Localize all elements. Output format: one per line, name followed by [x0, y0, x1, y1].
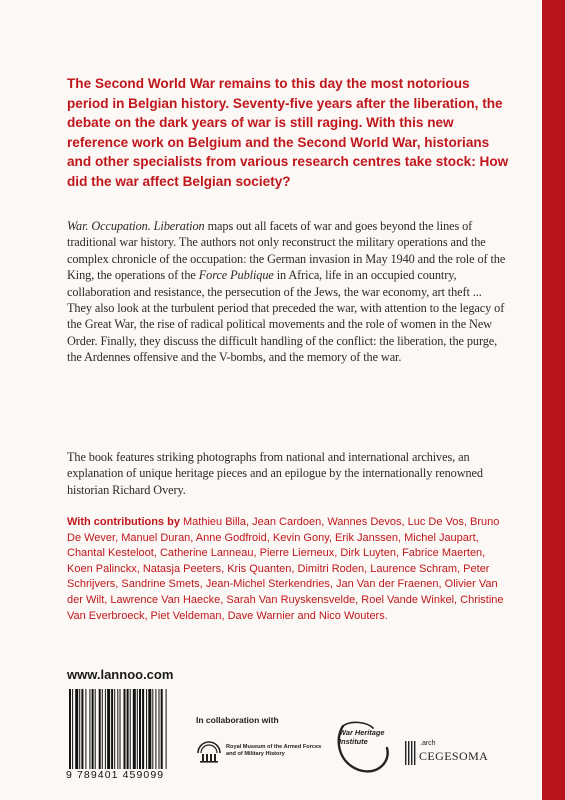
barcode-bar	[107, 689, 110, 769]
barcode-bar	[114, 689, 115, 769]
contributors-list	[67, 515, 512, 624]
barcode-bar	[85, 689, 86, 769]
barcode-bar	[148, 689, 151, 769]
barcode-bar	[117, 689, 118, 769]
cegesoma-prefix: .arch	[420, 740, 436, 747]
royal-museum-name: Royal Museum of the Armed Forces and of Military History	[226, 744, 322, 757]
barcode-bar	[139, 689, 141, 769]
contributors-label: With contributions by	[67, 516, 180, 528]
cegesoma-bars-icon	[405, 741, 417, 765]
isbn-number: 9 789401 459099	[66, 769, 165, 781]
barcode-bar	[146, 689, 147, 769]
barcode-bar	[137, 689, 138, 769]
features-paragraph: The book features striking photographs from national and international archives, an explanation of unique heritage pieces and an epilogue by the internationally renowned historian Richard Overy.	[67, 450, 483, 497]
barcode-bar	[95, 689, 96, 769]
barcode-graphic	[67, 689, 186, 769]
royal-museum-logo	[196, 733, 324, 773]
royal-museum-icon	[196, 739, 222, 765]
barcode-bar	[120, 689, 121, 769]
war-heritage-institute-logo	[333, 718, 395, 776]
barcode-bar	[72, 689, 73, 769]
intro-blurb: The Second World War remains to this day the most notorious period in Belgian history. Seventy-five years after the liberation, the debate on the dark years of war is still raging. With this new reference work on Belgium and the Second World War, historians and other specialists from various research centres take stock: How did the war affect Belgian society?	[67, 76, 509, 189]
barcode-bar	[161, 689, 163, 769]
barcode-bar	[81, 689, 83, 769]
barcode-bar	[102, 689, 103, 769]
war-heritage-swirl-icon	[333, 718, 395, 776]
barcode-bar	[166, 689, 167, 769]
red-spine-band	[542, 0, 565, 800]
description-paragraph	[67, 218, 507, 366]
isbn-barcode	[67, 689, 186, 771]
barcode-bar	[130, 689, 131, 769]
barcode-bar	[105, 689, 106, 769]
barcode-bar	[79, 689, 80, 769]
barcode-bar	[152, 689, 153, 769]
barcode-bar	[99, 689, 101, 769]
contributors-names: Mathieu Billa, Jean Cardoen, Wannes Devos, Luc De Vos, Bruno De Wever, Manuel Duran, Anne Godfroid, Kevin Gony, Erik Janssen, Michel Jaupart, Chantal Kesteloot, Catherine Lanneau, Pierre Lierneux, Dirk Luyten, Fabrice Maerten, Koen Palinckx, Natasja Peeters, Kris Quanten, Dimitri Roden, Laurence Schram, Peter Schrijvers, Sandrine Smets, Jean-Michel Sterkendries, Jan Van der Fraenen, Olivier Van der Wilt, Lawrence Van Haecke, Sarah Van Ruyskensvelde, Roel Vande Winkel, Christine Van Everbroeck, Piet Veldeman, Dave Warnier and Nico Wouters.	[67, 516, 504, 622]
barcode-bar	[89, 689, 90, 769]
publisher-url[interactable]: www.lannoo.com	[67, 667, 174, 682]
barcode-bar	[127, 689, 129, 769]
barcode-bar	[75, 689, 78, 769]
book-title-italic: War. Occupation. Liberation	[67, 219, 205, 233]
barcode-bar	[124, 689, 126, 769]
cegesoma-logo	[405, 737, 489, 773]
barcode-bar	[111, 689, 113, 769]
collaboration-label: In collaboration with	[196, 715, 279, 725]
war-heritage-name: War Heritage Institute	[339, 728, 385, 746]
barcode-bar	[69, 689, 71, 769]
barcode-bar	[155, 689, 156, 769]
cegesoma-name: CEGESOMA	[419, 749, 489, 763]
barcode-bar	[159, 689, 160, 769]
force-publique-italic: Force Publique	[198, 268, 274, 283]
barcode-bar	[142, 689, 144, 769]
description-part-2: in Africa, life in an occupied country, collaboration and resistance, the persecution of the Jews, the war economy, art theft ... They also look at the turbulent period that preceded the war, with attention to the legacy of the Great War, the rise of radical political movements and the role of women in the New Order. Finally, they discuss the difficult handling of the conflict: the liberation, the purge, the Ardennes offensive and the V-bombs, and the memory of the war.	[67, 268, 505, 365]
barcode-bar	[92, 689, 94, 769]
barcode-bar	[133, 689, 136, 769]
description-part-1: maps out all facets of war and goes beyond the lines of traditional war history. The authors not only reconstruct the military operations and the complex chronicle of the occupation: the German invasion in May 1940 and the role of the King, the operations of the	[67, 219, 506, 283]
